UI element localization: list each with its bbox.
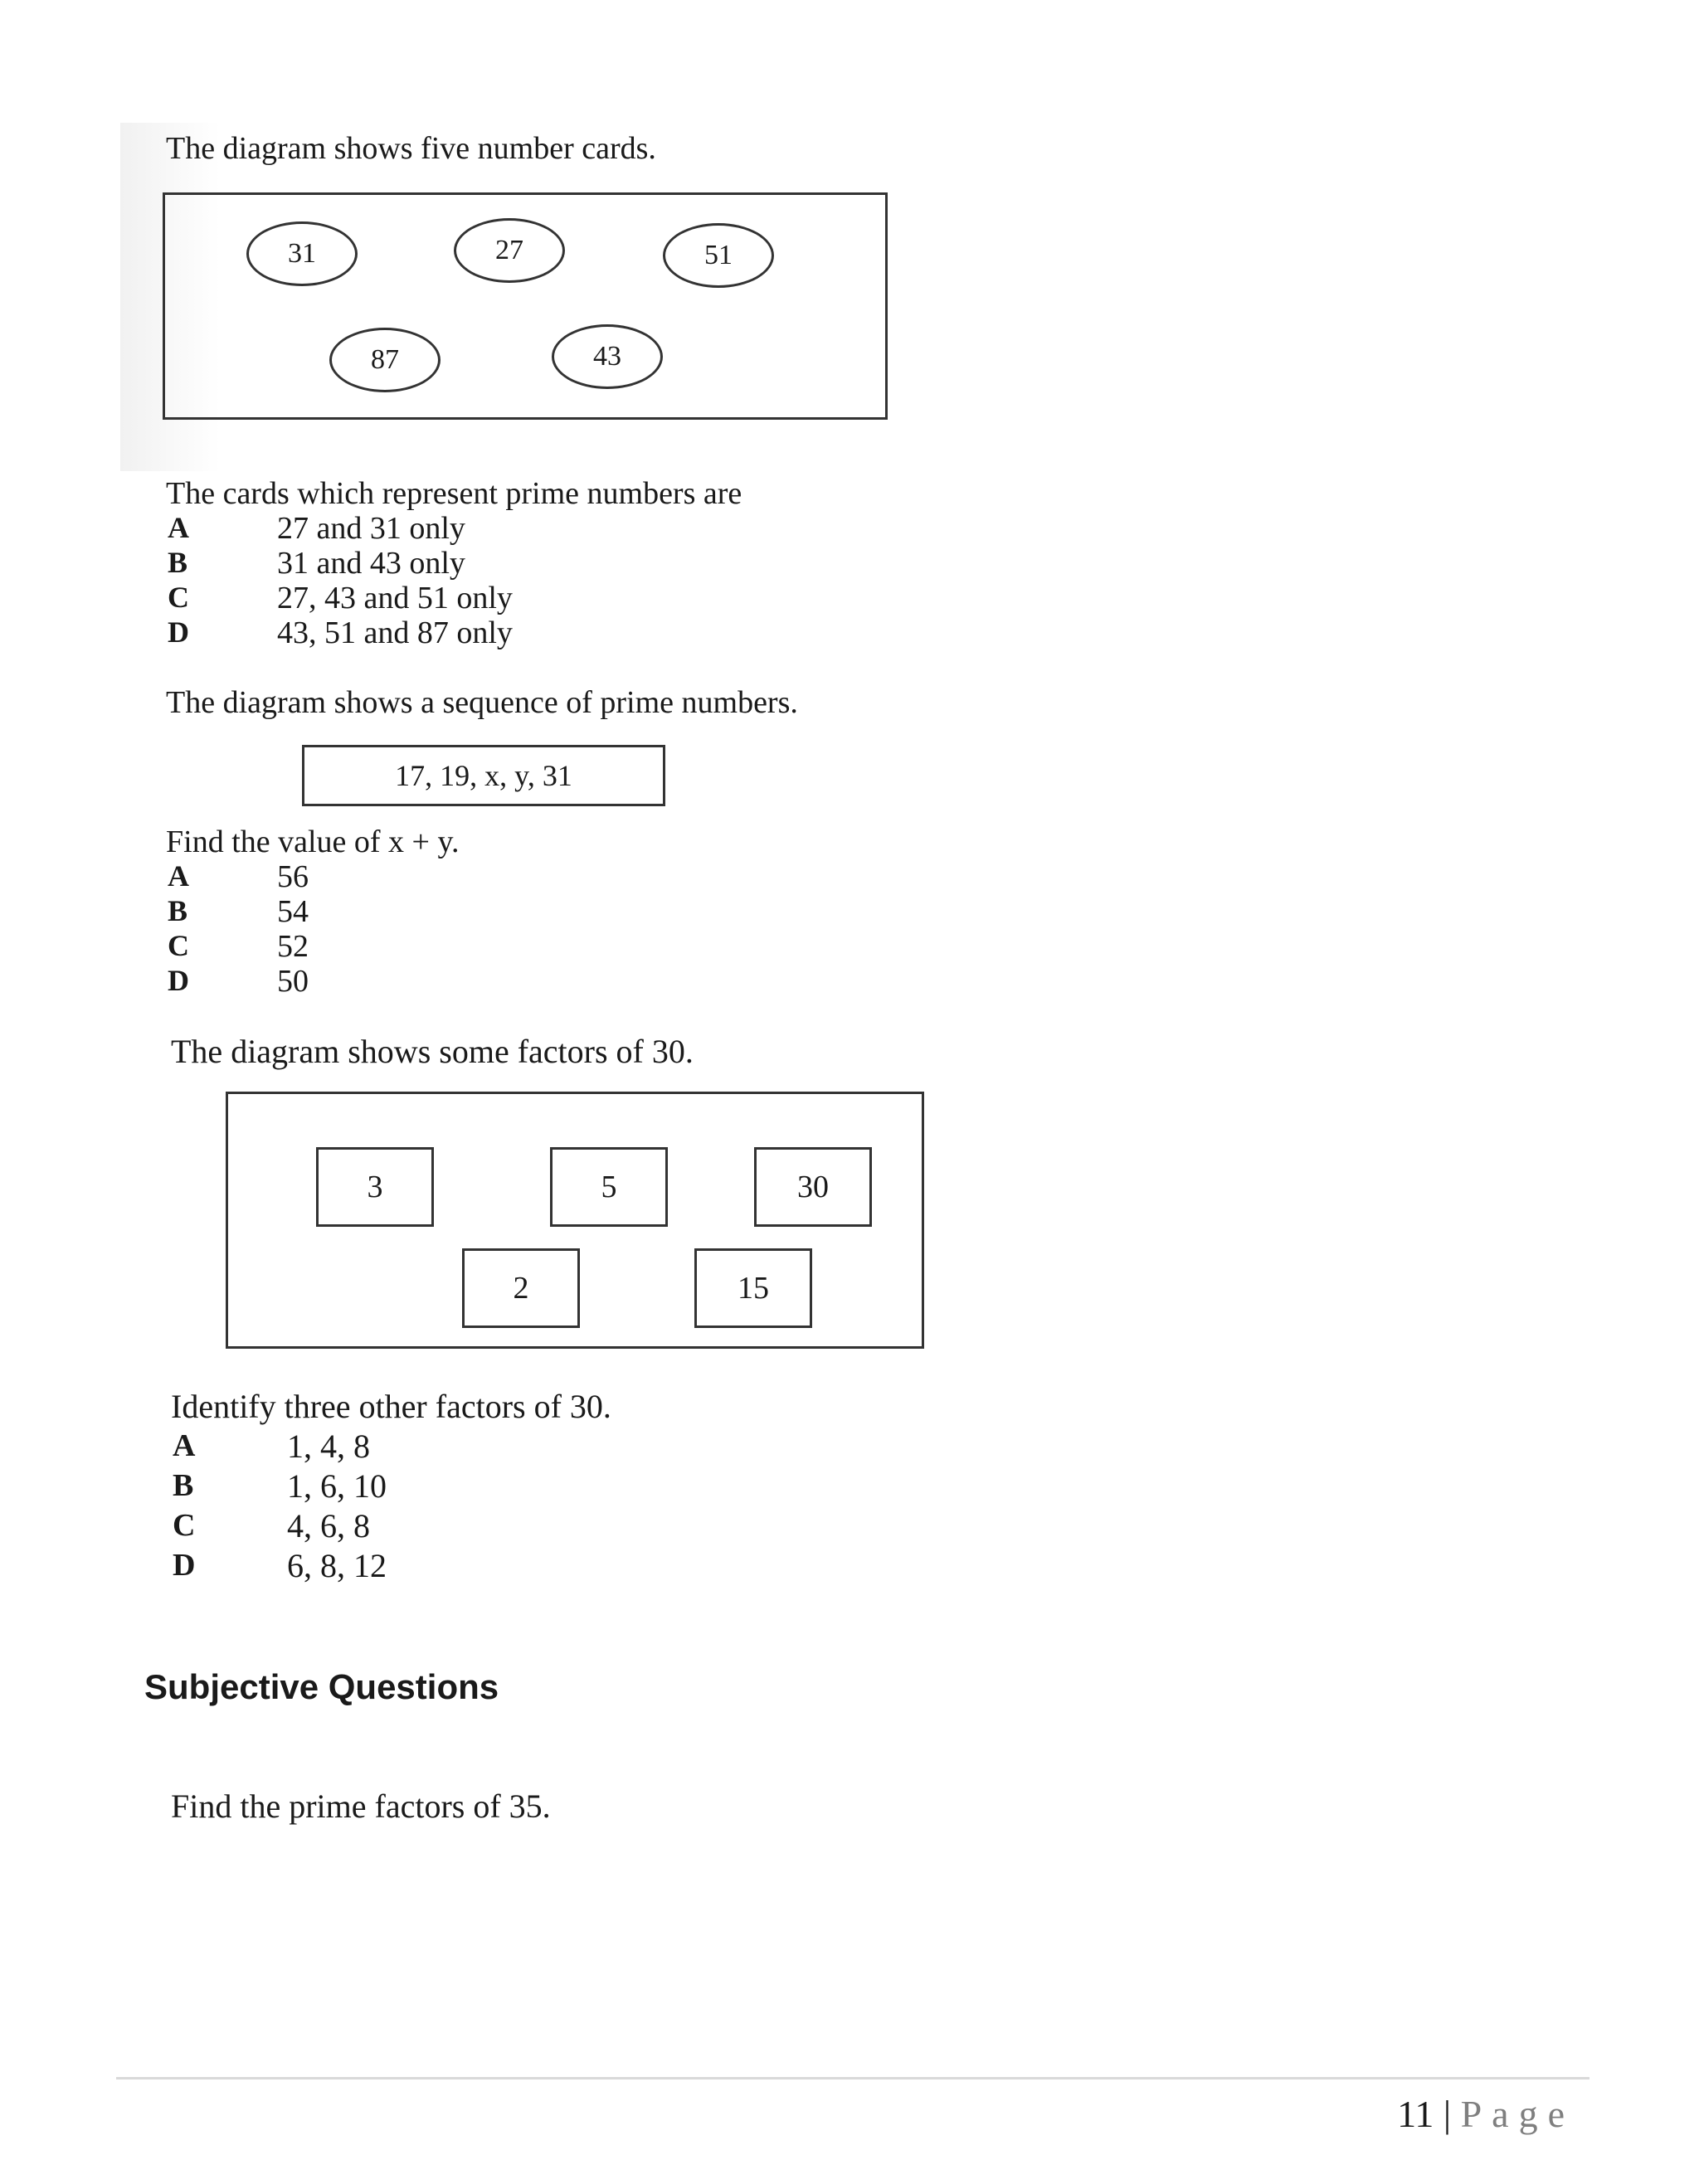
- option-text: 50: [277, 964, 309, 999]
- option-text: 56: [277, 859, 309, 894]
- q3-factor-frame: [226, 1092, 924, 1349]
- option-text: 54: [277, 894, 309, 929]
- number-card: 31: [246, 221, 358, 286]
- option-text: 43, 51 and 87 only: [277, 615, 513, 650]
- q2-intro: The diagram shows a sequence of prime numbers.: [166, 685, 798, 720]
- number-card: 43: [552, 324, 663, 389]
- option-letter: A: [168, 511, 189, 544]
- page-separator: |: [1443, 2093, 1452, 2135]
- q3-intro: The diagram shows some factors of 30.: [171, 1033, 694, 1070]
- q3-question: Identify three other factors of 30.: [171, 1388, 611, 1425]
- option-text: 52: [277, 929, 309, 964]
- option-text: 4, 6, 8: [287, 1507, 370, 1544]
- subjective-question: Find the prime factors of 35.: [171, 1788, 551, 1825]
- option-letter: B: [173, 1468, 194, 1503]
- option-text: 6, 8, 12: [287, 1547, 387, 1584]
- q1-card-frame: [163, 192, 888, 420]
- footer-rule: [116, 2077, 1589, 2079]
- q2-question: Find the value of x + y.: [166, 824, 460, 859]
- number-card: 27: [454, 218, 565, 283]
- page-number: 11: [1397, 2093, 1434, 2135]
- factor-card: 3: [316, 1147, 434, 1227]
- number-card: 87: [329, 328, 441, 392]
- factor-card: 15: [694, 1248, 812, 1328]
- option-letter: D: [168, 964, 189, 997]
- sequence-box: 17, 19, x, y, 31: [302, 745, 665, 806]
- q1-intro: The diagram shows five number cards.: [166, 131, 656, 166]
- number-card: 51: [663, 223, 774, 288]
- option-letter: B: [168, 546, 188, 579]
- option-letter: C: [168, 581, 189, 614]
- option-letter: C: [173, 1508, 196, 1543]
- factor-card: 5: [550, 1147, 668, 1227]
- option-letter: A: [173, 1428, 196, 1463]
- option-letter: D: [173, 1548, 196, 1583]
- factor-card: 2: [462, 1248, 580, 1328]
- option-text: 1, 4, 8: [287, 1428, 370, 1465]
- option-text: 31 and 43 only: [277, 546, 465, 581]
- option-letter: D: [168, 615, 189, 649]
- option-text: 27 and 31 only: [277, 511, 465, 546]
- page-word: Page: [1460, 2093, 1575, 2135]
- factor-card: 30: [754, 1147, 872, 1227]
- option-letter: A: [168, 859, 189, 893]
- option-text: 1, 6, 10: [287, 1467, 387, 1505]
- option-letter: B: [168, 894, 188, 927]
- page-footer: [1397, 2092, 1575, 2136]
- option-text: 27, 43 and 51 only: [277, 581, 513, 615]
- section-heading: Subjective Questions: [144, 1667, 499, 1706]
- option-letter: C: [168, 929, 189, 962]
- q1-question: The cards which represent prime numbers are: [166, 476, 742, 511]
